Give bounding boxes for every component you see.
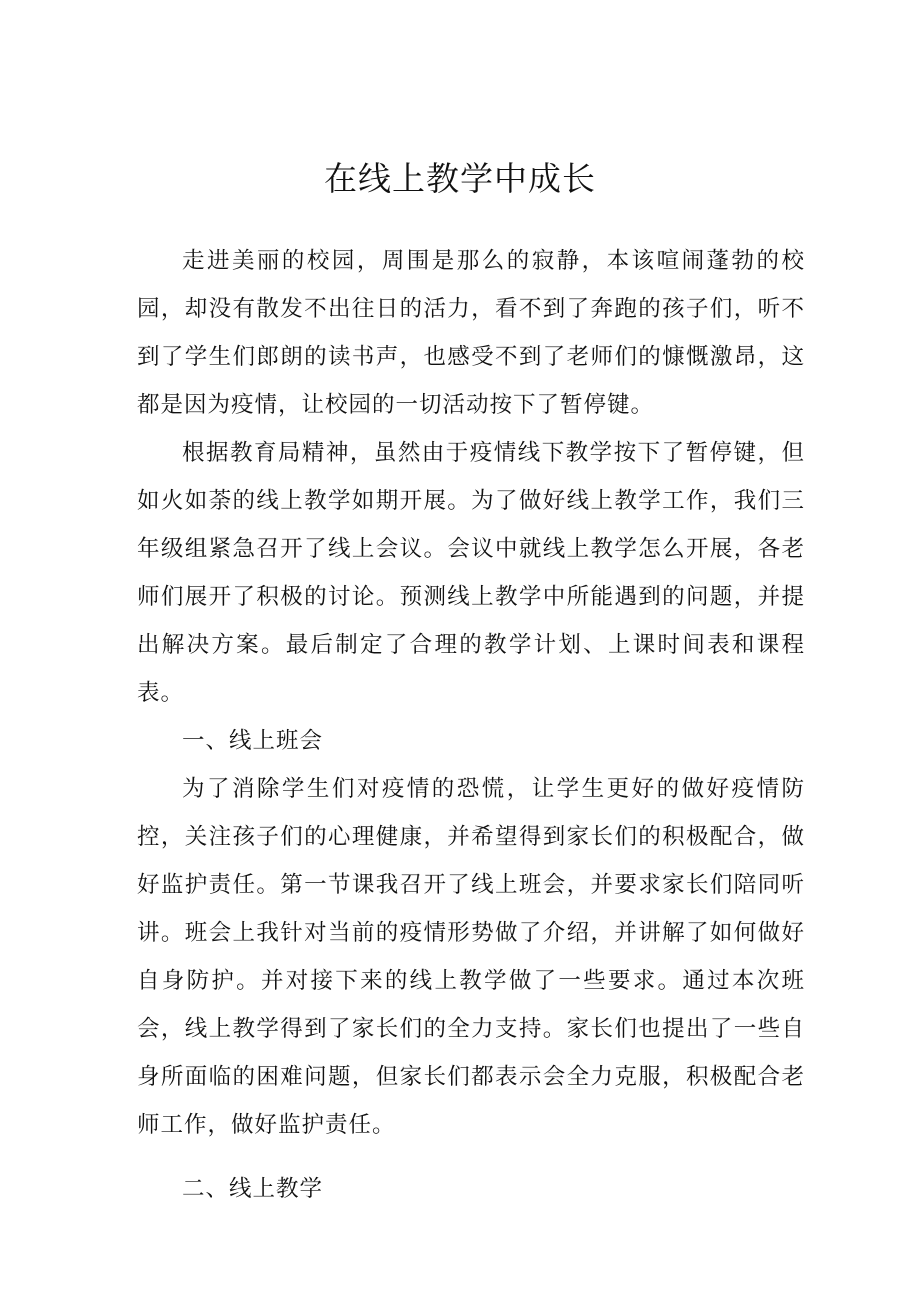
paragraph-class-meeting: 为了消除学生们对疫情的恐慌，让学生更好的做好疫情防控，关注孩子们的心理健康，并希望得到家长们的积极配合，做好监护责任。第一节课我召开了线上班会，并要求家长们陪同听讲。班会上我针对当前的疫情形势做了介绍，并讲解了如何做好自身防护。并对接下来的线上教学做了一些要求。通过本次班会，线上教学得到了家长们的全力支持。家长们也提出了一些自身所面临的困难问题，但家长们都表示会全力克服，积极配合老师工作，做好监护责任。 [137, 776, 805, 1138]
document-title: 在线上教学中成长 [324, 159, 596, 198]
paragraph-intro: 走进美丽的校园，周围是那么的寂静，本该喧闹蓬勃的校园，却没有散发不出往日的活力，看不到了奔跑的孩子们，听不到了学生们郎朗的读书声，也感受不到了老师们的慷慨激昂，这都是因为疫情，让校园的一切活动按下了暂停键。 [137, 248, 805, 418]
paragraph-online-teaching-plan: 根据教育局精神，虽然由于疫情线下教学按下了暂停键，但如火如荼的线上教学如期开展。为了做好线上教学工作，我们三年级组紧急召开了线上会议。会议中就线上教学怎么开展，各老师们展开了积极的讨论。预测线上教学中所能遇到的问题，并提出解决方案。最后制定了合理的教学计划、上课时间表和课程表。 [137, 440, 805, 706]
section-heading-online-teaching: 二、线上教学 [182, 1176, 324, 1202]
document-body [137, 237, 805, 1213]
section-heading-online-class-meeting: 一、线上班会 [182, 728, 324, 754]
